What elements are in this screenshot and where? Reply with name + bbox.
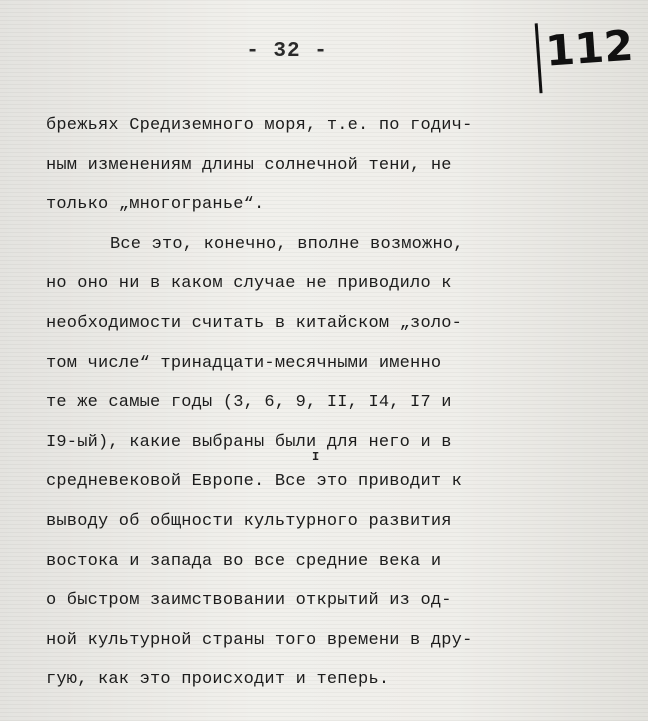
typewritten-text-block <box>46 106 586 700</box>
text-line: но оно ни в каком случае не приводило к <box>46 274 452 294</box>
text-line: средневековой Европе. Все это приводит к <box>46 472 463 492</box>
text-line: только „многогранье“. <box>46 195 265 215</box>
footnote-mark: I <box>312 450 320 464</box>
page-number: - 32 - <box>246 40 328 63</box>
text-line: брежьях Средиземного моря, т.е. по годич- <box>46 116 473 135</box>
text-line: необходимости считать в китайском „золо- <box>46 313 463 333</box>
text-line: I9-ый), какие выбраны были для него и в <box>46 432 452 452</box>
text-line: те же самые годы (3, 6, 9, II, I4, I7 и <box>46 393 452 413</box>
text-line: о быстром заимствовании открытий из од- <box>46 591 452 611</box>
paragraph-start-line: Все это, конечно, вполне возможно, <box>110 234 464 254</box>
handwritten-folio-number: 112 <box>535 17 636 94</box>
text-line: том числе“ тринадцати-месячными именно <box>46 353 442 373</box>
text-line: ной культурной страны того времени в дру- <box>46 630 473 650</box>
text-line: востока и запада во все средние века и <box>46 551 442 571</box>
text-line: выводу об общности культурного развития <box>46 511 452 531</box>
text-line: гую, как это происходит и теперь. <box>46 670 390 690</box>
text-line: ным изменениям длины солнечной тени, не <box>46 155 452 175</box>
